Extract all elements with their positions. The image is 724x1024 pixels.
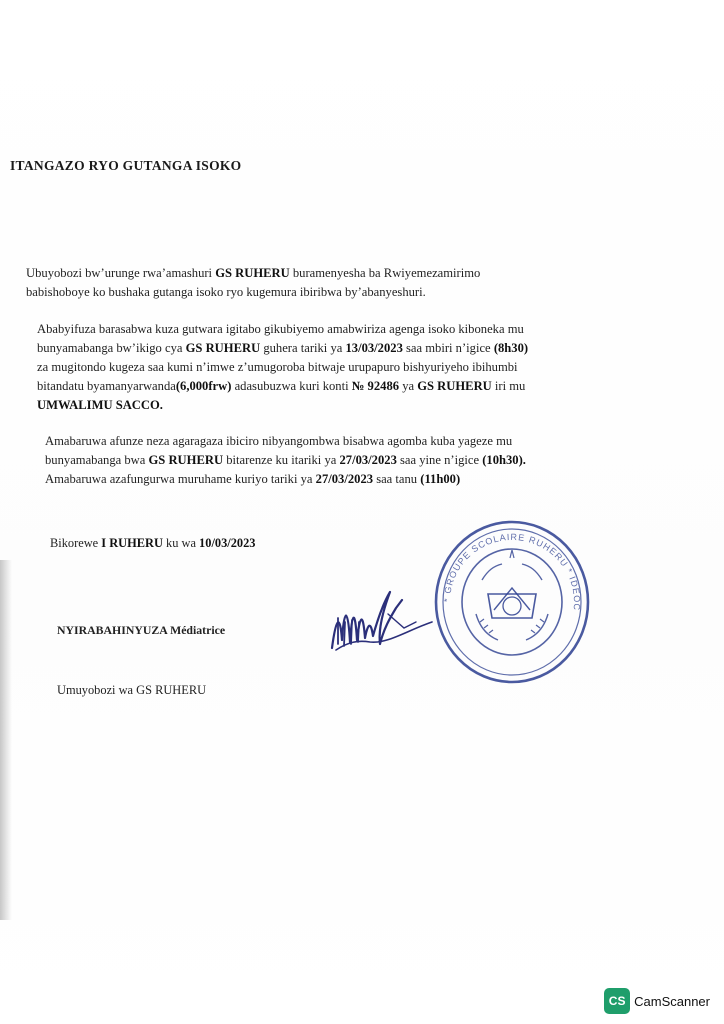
handwritten-signature [318, 578, 438, 668]
camscanner-label: CamScanner [634, 993, 710, 1009]
paragraph-line: Amabaruwa afunze neza agaragaza ibiciro nibyangombwa bisabwa agomba kuba yageze mu [45, 434, 513, 448]
signed-at-line: Bikorewe I RUHERU ku wa 10/03/2023 [50, 536, 256, 550]
document-title: ITANGAZO RYO GUTANGA ISOKO [10, 158, 242, 173]
signatory-role: Umuyobozi wa GS RUHERU [57, 683, 207, 697]
paragraph-line: za mugitondo kugeza saa kumi n’imwe z’umugoroba bitwaje urupapuro bishyuriyeho ibihumbi [37, 360, 518, 374]
paragraph-line: babishoboye ko bushaka gutanga isoko ryo kugemura ibiribwa by’abanyeshuri. [26, 285, 426, 299]
scan-edge-shadow [0, 560, 12, 920]
signatory-name: NYIRABAHINYUZA Médiatrice [57, 623, 226, 637]
paragraph-line: bitandatu byamanyarwanda(6,000frw) adasubuzwa kuri konti № 92486 ya GS RUHERU iri mu [37, 379, 526, 393]
camscanner-watermark [604, 988, 710, 1014]
paragraph-deadline [45, 432, 526, 489]
school-stamp [432, 518, 592, 686]
svg-text:* GROUPE SCOLAIRE RUHERU * IDE [442, 532, 582, 611]
stamp-text: * GROUPE SCOLAIRE RUHERU * IDEOC [441, 531, 583, 612]
camscanner-logo-icon: CS [604, 988, 630, 1014]
paragraph-line: Ubuyobozi bw’urunge rwa’amashuri GS RUHERU buramenyesha ba Rwiyemezamirimo [26, 266, 481, 280]
paragraph-announcement [26, 264, 480, 302]
paragraph-line: bunyamabanga bwa GS RUHERU bitarenze ku itariki ya 27/03/2023 saa yine n’igice (10h30). [45, 453, 526, 467]
paragraph-line: Ababyifuza barasabwa kuza gutwara igitabo gikubiyemo amabwiriza agenga isoko kiboneka mu [37, 322, 524, 336]
paragraph-instructions [37, 320, 528, 415]
paragraph-line: bunyamabanga bw’ikigo cya GS RUHERU guhera tariki ya 13/03/2023 saa mbiri n’igice (8h30) [37, 341, 529, 355]
paragraph-line: Amabaruwa azafungurwa muruhame kuriyo tariki ya 27/03/2023 saa tanu (11h00) [45, 472, 461, 486]
paragraph-line: UMWALIMU SACCO. [37, 398, 163, 412]
